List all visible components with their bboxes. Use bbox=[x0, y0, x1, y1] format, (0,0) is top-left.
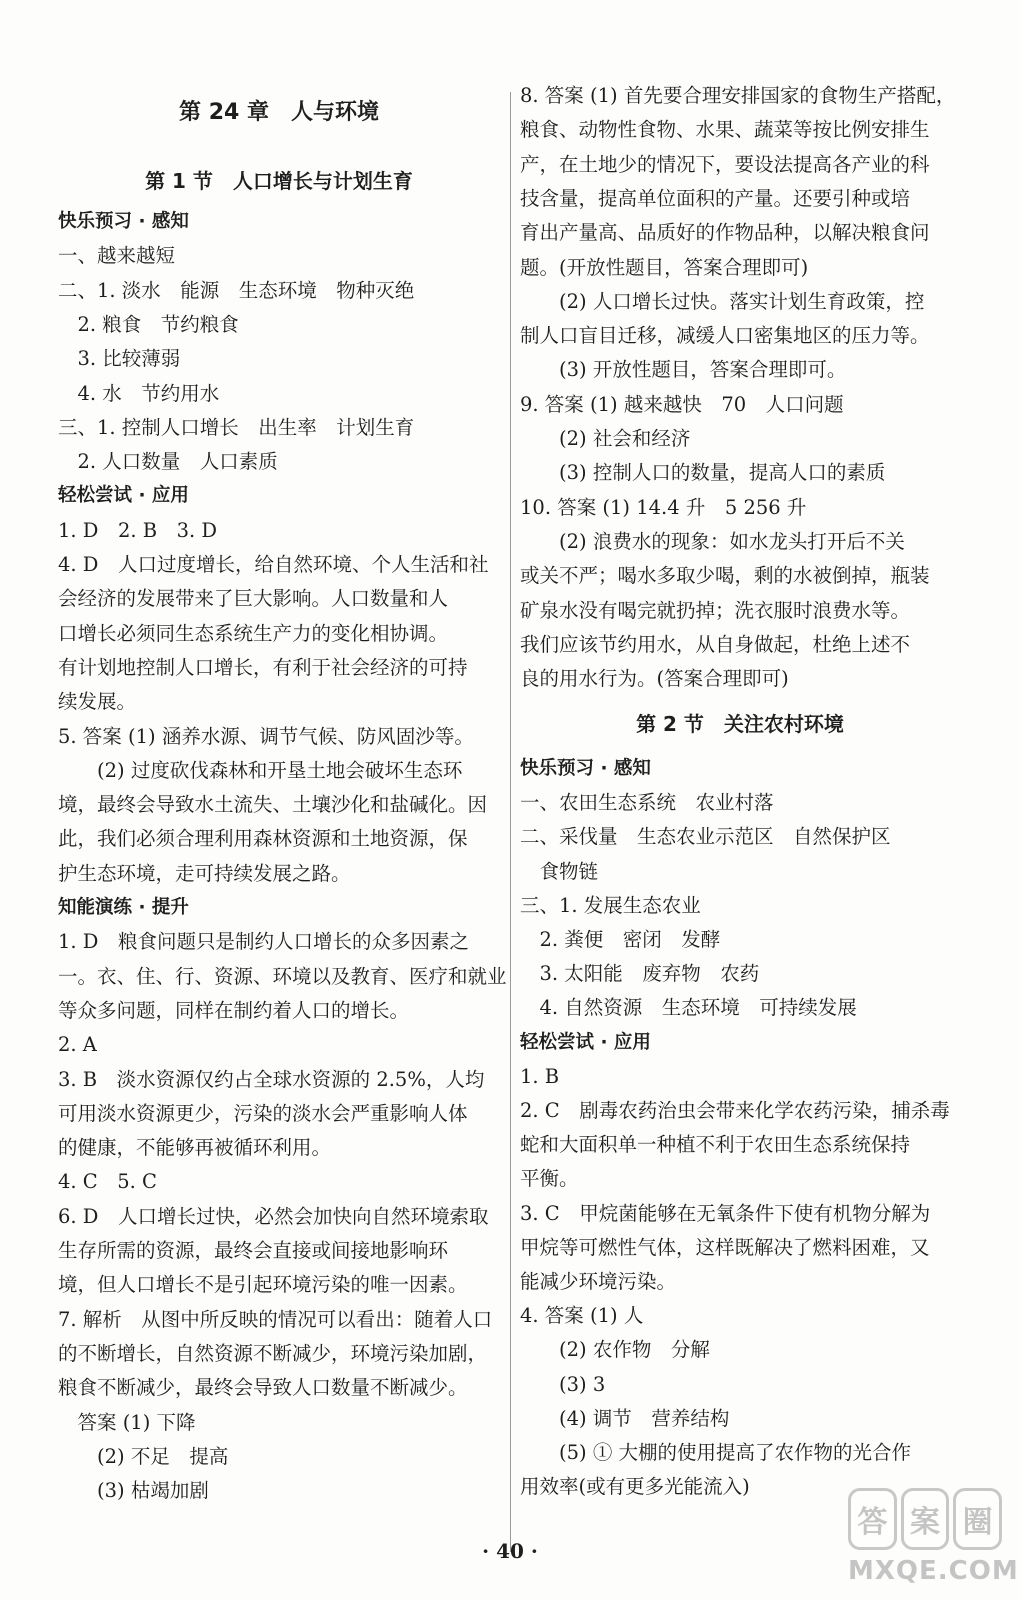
text-line: (2) 农作物 分解 bbox=[520, 1338, 710, 1362]
text-line: (2) 过度砍伐森林和开垦土地会破坏生态环 bbox=[58, 758, 463, 782]
watermark-text: MXQE.COM bbox=[848, 1556, 1019, 1586]
text-line: (2) 人口增长过快。落实计划生育政策，控 bbox=[520, 289, 925, 313]
text-line: 粮食、动物性食物、水果、蔬菜等按比例安排生 bbox=[520, 118, 930, 142]
chapter-title: 第 24 章 人与环境 bbox=[179, 100, 379, 125]
text-line: 2. C 剧毒农药治虫会带来化学农药污染，捕杀毒 bbox=[520, 1099, 950, 1122]
text-line: 食物链 bbox=[520, 859, 599, 883]
text-line: 一。衣、住、行、资源、环境以及教育、医疗和就业 bbox=[58, 964, 507, 988]
text-line: 4. 水 节约用水 bbox=[58, 381, 220, 405]
text-line: 生存所需的资源，最终会直接或间接地影响环 bbox=[58, 1239, 449, 1262]
text-line: 10. 答案 (1) 14.4 升 5 256 升 bbox=[520, 495, 807, 519]
text-line: 境，最终会导致水土流失、土壤沙化和盐碱化。因 bbox=[58, 793, 488, 817]
watermark-glyph: 案 bbox=[901, 1488, 950, 1550]
text-line: 2. 粪便 密闭 发酵 bbox=[520, 928, 721, 951]
text-line: (3) 枯竭加剧 bbox=[58, 1479, 209, 1503]
text-line: 制人口盲目迁移，减缓人口密集地区的压力等。 bbox=[520, 324, 930, 348]
text-line: (2) 不足 提高 bbox=[58, 1444, 229, 1468]
text-line: (4) 调节 营养结构 bbox=[520, 1406, 730, 1430]
text-line: 4. D 人口过度增长，给自然环境、个人生活和社 bbox=[58, 553, 489, 576]
text-line: 4. 答案 (1) 人 bbox=[520, 1304, 644, 1328]
section-heading: 快乐预习 · 感知 bbox=[58, 211, 189, 232]
watermark-glyph: 圈 bbox=[953, 1488, 1002, 1550]
text-line: 产，在土地少的情况下，要设法提高各产业的科 bbox=[520, 152, 930, 176]
text-line: 9. 答案 (1) 越来越快 70 人口问题 bbox=[520, 392, 844, 416]
text-line: 护生态环境，走可持续发展之路。 bbox=[58, 861, 351, 885]
text-line: 能减少环境污染。 bbox=[520, 1270, 677, 1293]
text-line: 平衡。 bbox=[520, 1167, 579, 1191]
section-heading: 快乐预习 · 感知 bbox=[520, 758, 651, 779]
text-line: 蛇和大面积单一种植不利于农田生态系统保持 bbox=[520, 1133, 911, 1157]
text-line: 8. 答案 (1) 首先要合理安排国家的食物生产搭配， bbox=[520, 84, 956, 107]
text-line: 二、采伐量 生态农业示范区 自然保护区 bbox=[520, 825, 891, 849]
text-line: 口增长必须同生态系统生产力的变化相协调。 bbox=[58, 621, 449, 645]
text-line: (3) 3 bbox=[520, 1372, 606, 1396]
text-line: 2. 人口数量 人口素质 bbox=[58, 450, 278, 474]
section-heading: 轻松尝试 · 应用 bbox=[520, 1031, 651, 1053]
column-divider bbox=[510, 92, 511, 1552]
text-line: 或关不严；喝水多取少喝，剩的水被倒掉，瓶装 bbox=[520, 564, 930, 588]
text-line: 7. 解析 从图中所反映的情况可以看出：随着人口 bbox=[58, 1307, 493, 1331]
text-line: 育出产量高、品质好的作物品种，以解决粮食问 bbox=[520, 221, 930, 245]
text-line: 矿泉水没有喝完就扔掉；洗衣服时浪费水等。 bbox=[520, 598, 911, 622]
text-line: 1. D 粮食问题只是制约人口增长的众多因素之 bbox=[58, 930, 469, 954]
section-heading: 轻松尝试 · 应用 bbox=[58, 485, 189, 507]
text-line: 1. D 2. B 3. D bbox=[58, 518, 218, 542]
text-line: 会经济的发展带来了巨大影响。人口数量和人 bbox=[58, 587, 449, 611]
text-line: 甲烷等可燃性气体，这样既解决了燃料困难，又 bbox=[520, 1235, 930, 1259]
text-line: 3. C 甲烷菌能够在无氧条件下使有机物分解为 bbox=[520, 1201, 931, 1225]
text-line: (3) 控制人口的数量，提高人口的素质 bbox=[520, 461, 886, 485]
text-line: 3. 太阳能 废弃物 农药 bbox=[520, 962, 760, 986]
text-line: 4. C 5. C bbox=[58, 1170, 157, 1194]
text-line: 6. D 人口增长过快，必然会加快向自然环境索取 bbox=[58, 1204, 489, 1228]
text-line: 3. B 淡水资源仅约占全球水资源的 2.5%，人均 bbox=[58, 1067, 485, 1091]
text-line: 三、1. 控制人口增长 出生率 计划生育 bbox=[58, 415, 415, 439]
watermark-logo bbox=[848, 1488, 1019, 1592]
text-line: 可用淡水资源更少，污染的淡水会严重影响人体 bbox=[58, 1101, 468, 1125]
text-line: 的健康，不能够再被循环利用。 bbox=[58, 1136, 332, 1160]
text-line: 4. 自然资源 生态环境 可持续发展 bbox=[520, 996, 857, 1020]
text-line: 一、越来越短 bbox=[58, 244, 176, 268]
text-line: 二、1. 淡水 能源 生态环境 物种灭绝 bbox=[58, 278, 415, 302]
text-line: 技含量，提高单位面积的产量。还要引种或培 bbox=[520, 186, 911, 210]
text-line: (5) ① 大棚的使用提高了农作物的光合作 bbox=[520, 1441, 912, 1464]
text-line: 答案 (1) 下降 bbox=[58, 1410, 196, 1434]
page-number: · 40 · bbox=[482, 1539, 538, 1563]
text-line: 2. 粮食 节约粮食 bbox=[58, 312, 239, 336]
section-title-2: 第 2 节 关注农村环境 bbox=[636, 712, 844, 736]
text-line: 5. 答案 (1) 涵养水源、调节气候、防风固沙等。 bbox=[58, 724, 474, 748]
text-line: 的不断增长，自然资源不断减少，环境污染加剧， bbox=[58, 1341, 488, 1365]
text-line: 此，我们必须合理利用森林资源和土地资源，保 bbox=[58, 827, 468, 851]
text-line: 题。(开放性题目，答案合理即可) bbox=[520, 255, 809, 279]
text-line: (2) 浪费水的现象：如水龙头打开后不关 bbox=[520, 529, 905, 553]
text-line: 境，但人口增长不是引起环境污染的唯一因素。 bbox=[58, 1273, 468, 1297]
watermark-glyph: 答 bbox=[848, 1488, 897, 1550]
text-line: (2) 社会和经济 bbox=[520, 427, 691, 450]
text-line: 2. A bbox=[58, 1033, 97, 1057]
text-line: 等众多问题，同样在制约着人口的增长。 bbox=[58, 998, 410, 1022]
text-line: 三、1. 发展生态农业 bbox=[520, 893, 701, 917]
text-line: 一、农田生态系统 农业村落 bbox=[520, 791, 774, 815]
text-line: 我们应该节约用水，从自身做起，杜绝上述不 bbox=[520, 632, 911, 656]
text-line: 用效率(或有更多光能流入) bbox=[520, 1475, 750, 1499]
text-line: 有计划地控制人口增长，有利于社会经济的可持 bbox=[58, 655, 468, 679]
section-heading: 知能演练 · 提升 bbox=[58, 897, 189, 918]
text-line: 1. B bbox=[520, 1064, 560, 1088]
text-line: 续发展。 bbox=[58, 690, 137, 714]
text-line: 良的用水行为。(答案合理即可) bbox=[520, 667, 789, 691]
text-line: 粮食不断减少，最终会导致人口数量不断减少。 bbox=[58, 1376, 468, 1400]
text-line: (3) 开放性题目，答案合理即可。 bbox=[520, 358, 847, 382]
section-title-1: 第 1 节 人口增长与计划生育 bbox=[145, 169, 413, 193]
text-line: 3. 比较薄弱 bbox=[58, 347, 181, 371]
